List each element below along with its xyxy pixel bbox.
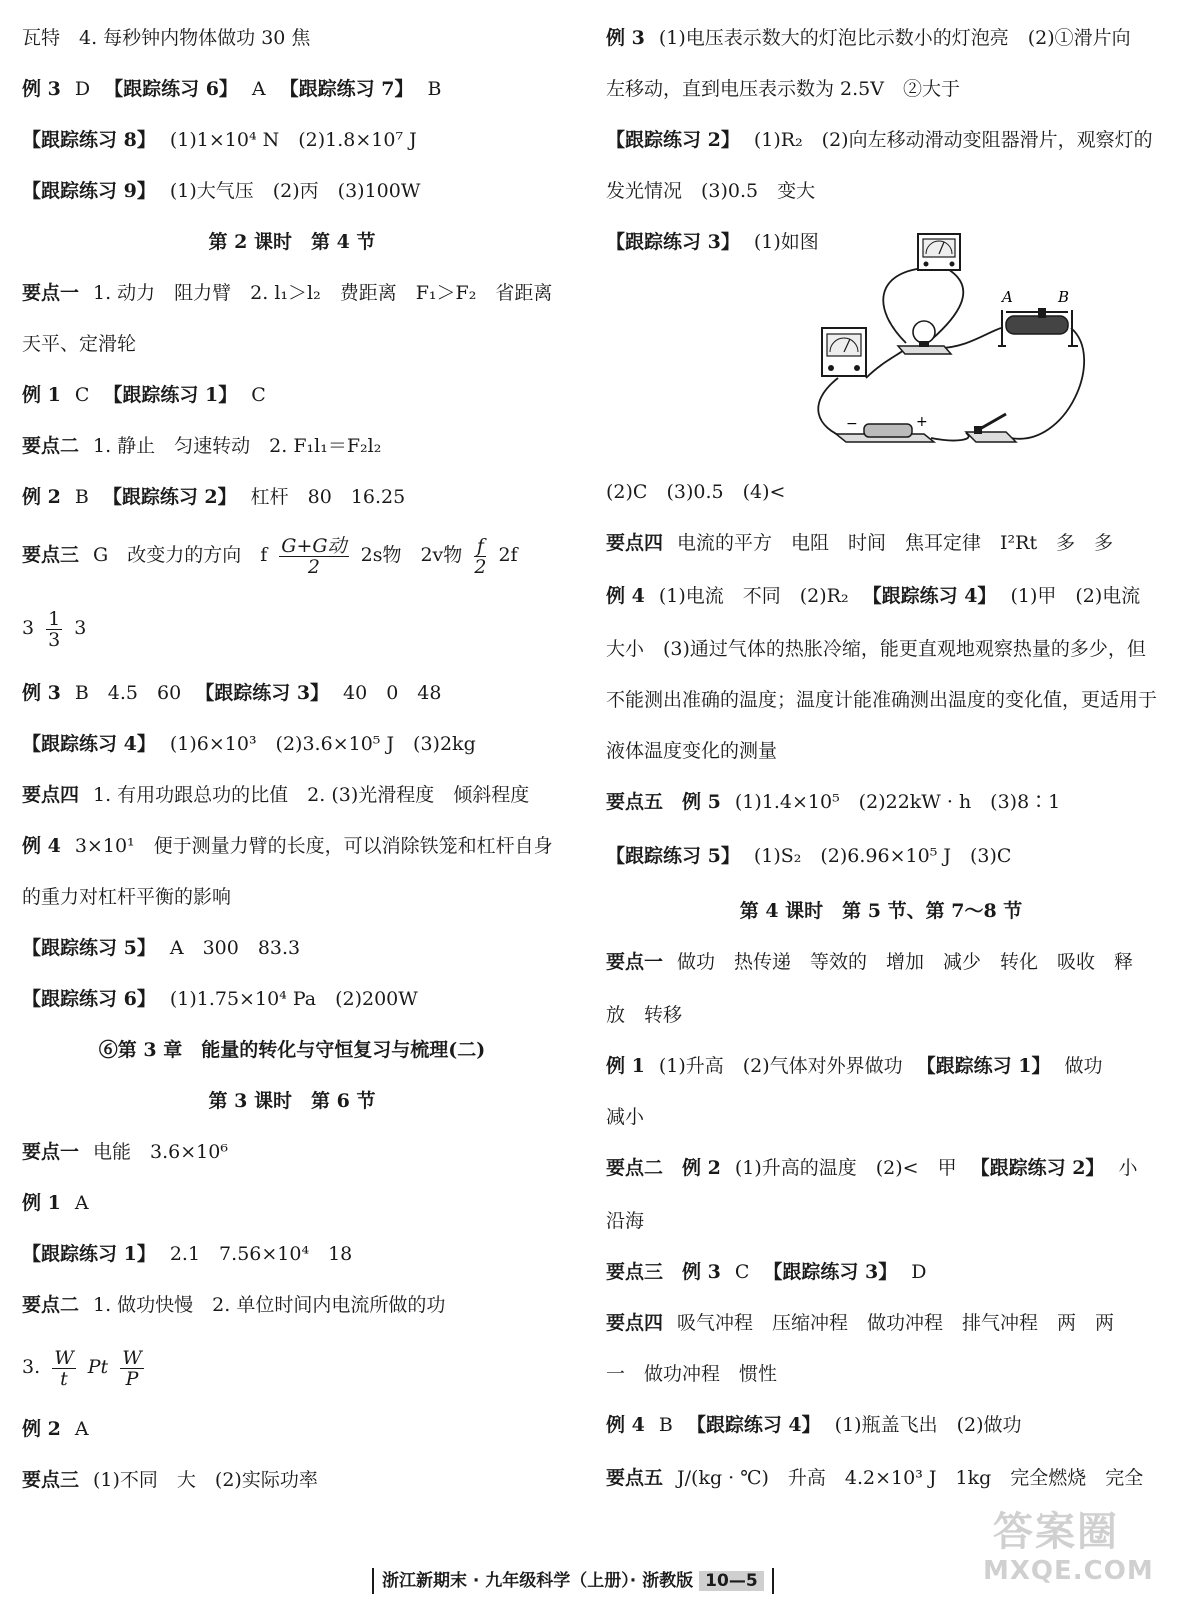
text-line-with-fractions bbox=[22, 603, 86, 653]
svg-text:−: − bbox=[846, 416, 858, 432]
example-label: 例 2 bbox=[22, 1418, 61, 1440]
text-line-with-fractions bbox=[22, 530, 518, 580]
text-line bbox=[606, 1052, 1103, 1080]
text-line: 左移动，直到电压表示数为 2.5V ②大于 bbox=[606, 78, 960, 100]
text-line bbox=[606, 529, 1113, 557]
text-line bbox=[606, 582, 1140, 610]
example-label: 例 3 bbox=[22, 78, 61, 100]
keypoint-label: 要点二 bbox=[22, 435, 80, 457]
practice-label: 【跟踪练习 6】 bbox=[22, 988, 156, 1010]
answer: B bbox=[658, 1414, 673, 1436]
text-line: 的重力对杠杆平衡的影响 bbox=[22, 886, 232, 908]
text-line: 大小 (3)通过气体的热胀冷缩，能更直观地观察热量的多少，但 bbox=[606, 638, 1146, 660]
text-line bbox=[606, 1464, 1143, 1492]
answer: 1. 静止 匀速转动 2. F₁l₁＝F₂l₂ bbox=[93, 435, 382, 457]
switch-icon bbox=[966, 414, 1016, 442]
text-line: 放 转移 bbox=[606, 1004, 683, 1026]
wire bbox=[1011, 328, 1084, 439]
example-label: 例 1 bbox=[22, 1192, 61, 1214]
fraction: $\frac{1}{3}$ bbox=[48, 607, 61, 651]
answer: 1. 做功快慢 2. 单位时间内电流所做的功 bbox=[93, 1294, 446, 1316]
circuit-diagram bbox=[806, 228, 1156, 458]
keypoint-label: 要点一 bbox=[22, 1141, 80, 1163]
text-line bbox=[22, 126, 417, 154]
answer: A bbox=[251, 78, 266, 100]
text-line bbox=[22, 1240, 352, 1268]
text-line bbox=[22, 1466, 318, 1494]
answer: (1)电流 不同 (2)R₂ bbox=[658, 585, 849, 607]
keypoint-label: 要点三 例 3 bbox=[606, 1261, 721, 1283]
terminal-label: B bbox=[1058, 288, 1070, 306]
text-line: 天平、定滑轮 bbox=[22, 333, 137, 355]
answer: B bbox=[74, 486, 89, 508]
text-line bbox=[22, 1291, 445, 1319]
answer: (1)1.75×10⁴ Pa (2)200W bbox=[169, 988, 418, 1010]
section-heading: 第 4 课时 第 5 节、第 7～8 节 bbox=[739, 900, 1023, 922]
page-number: 10—5 bbox=[699, 1571, 764, 1591]
example-label: 例 2 bbox=[22, 486, 61, 508]
text-line bbox=[22, 279, 552, 307]
answer: 3 bbox=[74, 617, 87, 639]
answer: (1)如图 bbox=[753, 231, 819, 253]
answer: D bbox=[911, 1261, 927, 1283]
answer: 做功 热传递 等效的 增加 减少 转化 吸收 释 bbox=[677, 951, 1134, 973]
answer: A 300 83.3 bbox=[169, 937, 301, 959]
example-label: 例 1 bbox=[22, 384, 61, 406]
practice-label: 【跟踪练习 5】 bbox=[22, 937, 156, 959]
practice-label: 【跟踪练习 4】 bbox=[686, 1414, 821, 1436]
text-line bbox=[22, 730, 476, 758]
answer: (1)6×10³ (2)3.6×10⁵ J (3)2kg bbox=[169, 733, 476, 755]
answer: B 4.5 60 bbox=[74, 682, 182, 704]
answer: C bbox=[734, 1261, 750, 1283]
example-label: 例 4 bbox=[606, 1414, 645, 1436]
answer: G 改变力的方向 f bbox=[93, 544, 268, 566]
text-line: 一 做功冲程 惯性 bbox=[606, 1363, 778, 1385]
answer: 40 0 48 bbox=[343, 682, 442, 704]
answer: 2f bbox=[498, 544, 518, 566]
answer: (1)1×10⁴ N (2)1.8×10⁷ J bbox=[169, 129, 417, 151]
answer: (1)电压表示数大的灯泡比示数小的灯泡亮 (2)①滑片向 bbox=[658, 27, 1131, 49]
text-line bbox=[22, 75, 441, 103]
keypoint-label: 要点二 例 2 bbox=[606, 1157, 721, 1179]
answer: 1. 有用功跟总功的比值 2. (3)光滑程度 倾斜程度 bbox=[93, 784, 530, 806]
answer: 小 bbox=[1118, 1157, 1138, 1179]
svg-text:+: + bbox=[916, 414, 928, 430]
answer: A bbox=[74, 1418, 89, 1440]
answer: 杠杆 80 16.25 bbox=[250, 486, 406, 508]
text-line bbox=[606, 948, 1133, 976]
answer: 3. bbox=[22, 1356, 41, 1378]
example-label: 例 3 bbox=[606, 27, 645, 49]
answer: C bbox=[74, 384, 90, 406]
answer: B bbox=[427, 78, 442, 100]
keypoint-label: 要点二 bbox=[22, 1294, 80, 1316]
text-line bbox=[22, 483, 405, 511]
text-line: 减小 bbox=[606, 1106, 645, 1128]
answer: 电能 3.6×10⁶ bbox=[93, 1141, 228, 1163]
ammeter-icon bbox=[822, 328, 866, 376]
practice-label: 【跟踪练习 1】 bbox=[103, 384, 238, 406]
practice-label: 【跟踪练习 1】 bbox=[916, 1055, 1051, 1077]
wire bbox=[931, 268, 963, 340]
answer: D bbox=[74, 78, 91, 100]
text-line-with-fractions bbox=[22, 1342, 150, 1392]
keypoint-label: 要点一 bbox=[606, 951, 664, 973]
answer: (1)1.4×10⁵ (2)22kW · h (3)8∶1 bbox=[734, 791, 1061, 813]
practice-label: 【跟踪练习 6】 bbox=[104, 78, 238, 100]
answer: 2s物 2v物 bbox=[360, 544, 463, 566]
text-line bbox=[22, 177, 420, 205]
text-line: 发光情况 (3)0.5 变大 bbox=[606, 180, 816, 202]
answer: (1)甲 (2)电流 bbox=[1010, 585, 1141, 607]
practice-label: 【跟踪练习 3】 bbox=[195, 682, 330, 704]
answer: (1)大气压 (2)丙 (3)100W bbox=[169, 180, 421, 202]
answer: (1)升高 (2)气体对外界做功 bbox=[658, 1055, 903, 1077]
answer: 3 bbox=[22, 617, 35, 639]
keypoint-label: 要点四 bbox=[606, 1312, 664, 1334]
answer: 1. 动力 阻力臂 2. l₁＞l₂ 费距离 F₁＞F₂ 省距离 bbox=[93, 282, 553, 304]
terminal-label: A bbox=[1002, 288, 1013, 306]
page-footer bbox=[372, 1568, 774, 1594]
text-line bbox=[22, 679, 442, 707]
wire bbox=[866, 350, 904, 378]
answer: (1)升高的温度 (2)< 甲 bbox=[734, 1157, 957, 1179]
practice-label: 【跟踪练习 1】 bbox=[22, 1243, 156, 1265]
wire bbox=[931, 433, 969, 440]
text-line bbox=[606, 1258, 926, 1286]
watermark-logo: 答案圈 MXQE.COM bbox=[983, 1509, 1154, 1586]
text-line bbox=[606, 842, 1011, 870]
section-heading: 第 2 课时 第 4 节 bbox=[208, 231, 376, 253]
footer-title: 浙江新期末 · 九年级科学（上册）· 浙教版 bbox=[382, 1571, 694, 1591]
answer: 2.1 7.56×10⁴ 18 bbox=[169, 1243, 353, 1265]
example-label: 例 4 bbox=[22, 835, 61, 857]
keypoint-label: 要点五 例 5 bbox=[606, 791, 721, 813]
section-heading: 第 3 课时 第 6 节 bbox=[208, 1090, 376, 1112]
example-label: 例 4 bbox=[606, 585, 645, 607]
keypoint-label: 要点四 bbox=[22, 784, 80, 806]
fraction: $\frac{W}{P}$ bbox=[122, 1346, 142, 1390]
practice-label: 【跟踪练习 5】 bbox=[606, 845, 740, 867]
answer: J/(kg · ℃) 升高 4.2×10³ J 1kg 完全燃烧 完全 bbox=[677, 1467, 1144, 1489]
practice-label: 【跟踪练习 2】 bbox=[970, 1157, 1105, 1179]
keypoint-label: 要点五 bbox=[606, 1467, 664, 1489]
answer: A bbox=[74, 1192, 89, 1214]
example-label: 例 3 bbox=[22, 682, 61, 704]
keypoint-label: 要点四 bbox=[606, 532, 664, 554]
bulb-icon bbox=[898, 321, 951, 354]
text-line bbox=[606, 126, 1153, 154]
practice-label: 【跟踪练习 8】 bbox=[22, 129, 156, 151]
wire bbox=[818, 378, 846, 438]
practice-label: 【跟踪练习 4】 bbox=[22, 733, 156, 755]
text-line bbox=[22, 985, 418, 1013]
text-line bbox=[606, 1154, 1137, 1182]
rheostat-icon bbox=[998, 308, 1078, 346]
text-line bbox=[22, 1138, 228, 1166]
battery-icon bbox=[836, 414, 934, 442]
answer: 吸气冲程 压缩冲程 做功冲程 排气冲程 两 两 bbox=[677, 1312, 1115, 1334]
answer: (1)不同 大 (2)实际功率 bbox=[93, 1469, 318, 1491]
answer: (1)R₂ (2)向左移动滑动变阻器滑片，观察灯的 bbox=[753, 129, 1153, 151]
text-line: 瓦特 4. 每秒钟内物体做功 30 焦 bbox=[22, 27, 311, 49]
answer: Pt bbox=[87, 1356, 109, 1378]
practice-label: 【跟踪练习 9】 bbox=[22, 180, 156, 202]
keypoint-label: 要点三 bbox=[22, 544, 80, 566]
answer: (1)瓶盖飞出 (2)做功 bbox=[834, 1414, 1022, 1436]
text-line bbox=[22, 934, 300, 962]
text-line bbox=[606, 228, 819, 256]
text-line bbox=[22, 832, 553, 860]
practice-label: 【跟踪练习 2】 bbox=[606, 129, 740, 151]
voltmeter-icon bbox=[918, 234, 960, 270]
fraction: $\frac{W}{t}$ bbox=[54, 1346, 74, 1390]
text-line: 液体温度变化的测量 bbox=[606, 740, 778, 762]
text-line bbox=[606, 1309, 1114, 1337]
answer: 电流的平方 电阻 时间 焦耳定律 I²Rt 多 多 bbox=[677, 532, 1114, 554]
text-line bbox=[22, 1415, 89, 1443]
text-line: (2)C (3)0.5 (4)< bbox=[606, 481, 786, 503]
answer: 3×10¹ 便于测量力臂的长度，可以消除铁笼和杠杆自身 bbox=[74, 835, 553, 857]
practice-label: 【跟踪练习 7】 bbox=[279, 78, 414, 100]
example-label: 例 1 bbox=[606, 1055, 645, 1077]
text-line bbox=[606, 788, 1060, 816]
text-line bbox=[22, 781, 529, 809]
wire bbox=[939, 328, 1001, 348]
text-line bbox=[606, 1411, 1021, 1439]
keypoint-label: 要点一 bbox=[22, 282, 80, 304]
practice-label: 【跟踪练习 4】 bbox=[862, 585, 997, 607]
text-line: 不能测出准确的温度；温度计能准确测出温度的变化值，更适用于 bbox=[606, 689, 1158, 711]
text-line bbox=[22, 381, 266, 409]
fraction: $\frac{\text{G+G动}}{2}$ bbox=[281, 534, 347, 578]
keypoint-label: 要点三 bbox=[22, 1469, 80, 1491]
answer: (1)S₂ (2)6.96×10⁵ J (3)C bbox=[753, 845, 1012, 867]
text-line bbox=[22, 432, 381, 460]
practice-label: 【跟踪练习 3】 bbox=[606, 231, 740, 253]
answer: 做功 bbox=[1064, 1055, 1103, 1077]
text-line: 沿海 bbox=[606, 1210, 645, 1232]
fraction: $\frac{f}{2}$ bbox=[474, 534, 487, 578]
text-line bbox=[606, 24, 1131, 52]
answer: C bbox=[251, 384, 266, 406]
chapter-heading: ⑥第 3 章 能量的转化与守恒复习与梳理(二) bbox=[98, 1039, 486, 1061]
text-line bbox=[22, 1189, 89, 1217]
practice-label: 【跟踪练习 2】 bbox=[102, 486, 237, 508]
practice-label: 【跟踪练习 3】 bbox=[763, 1261, 898, 1283]
